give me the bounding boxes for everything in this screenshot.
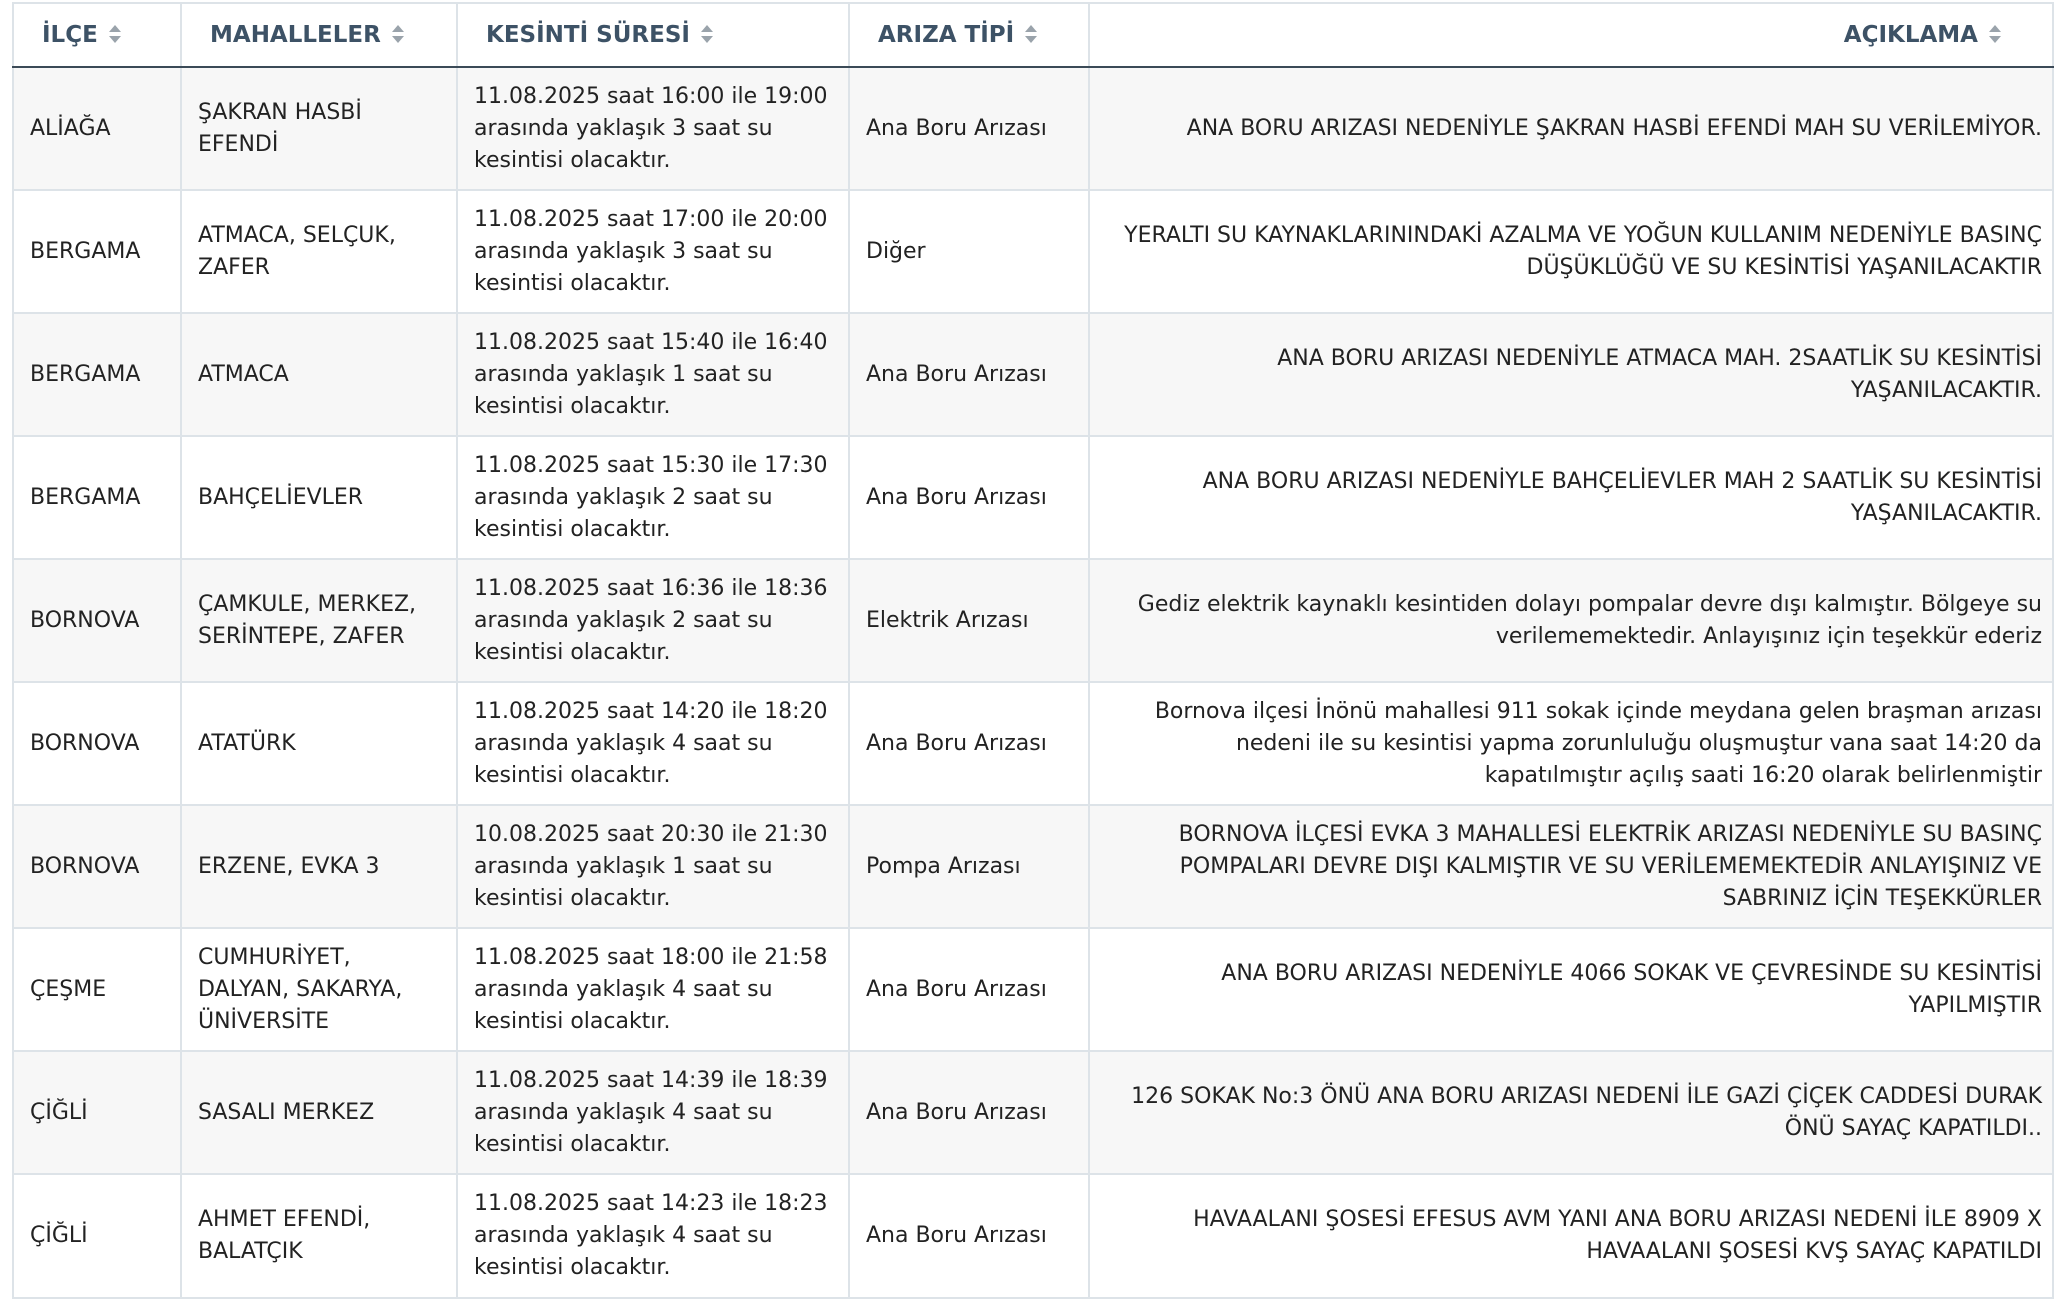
- mahalleler-cell: ATATÜRK: [181, 682, 457, 805]
- ilce-cell: ÇEŞME: [13, 928, 181, 1051]
- sort-icon[interactable]: [700, 24, 714, 44]
- sort-icon[interactable]: [1024, 24, 1038, 44]
- ariza-tipi-cell: Ana Boru Arızası: [849, 1174, 1089, 1298]
- ariza-tipi-cell: Ana Boru Arızası: [849, 1051, 1089, 1174]
- column-header-mahalleler[interactable]: [181, 3, 457, 67]
- kesinti-suresi-cell: 11.08.2025 saat 15:40 ile 16:40 arasında yaklaşık 1 saat su kesintisi olacaktır.: [457, 313, 849, 436]
- kesinti-suresi-cell: 10.08.2025 saat 20:30 ile 21:30 arasında yaklaşık 1 saat su kesintisi olacaktır.: [457, 805, 849, 928]
- ilce-cell: BORNOVA: [13, 682, 181, 805]
- sort-icon[interactable]: [391, 24, 405, 44]
- table-row: [13, 67, 2053, 190]
- kesinti-suresi-cell: 11.08.2025 saat 16:00 ile 19:00 arasında yaklaşık 3 saat su kesintisi olacaktır.: [457, 67, 849, 190]
- mahalleler-cell: ATMACA, SELÇUK, ZAFER: [181, 190, 457, 313]
- aciklama-cell: YERALTI SU KAYNAKLARININDAKİ AZALMA VE YOĞUN KULLANIM NEDENİYLE BASINÇ DÜŞÜKLÜĞÜ VE SU KESİNTİSİ YAŞANILACAKTIR: [1089, 190, 2053, 313]
- header-row: [13, 3, 2053, 67]
- aciklama-cell: ANA BORU ARIZASI NEDENİYLE 4066 SOKAK VE ÇEVRESİNDE SU KESİNTİSİ YAPILMIŞTIR: [1089, 928, 2053, 1051]
- table-row: [13, 190, 2053, 313]
- column-header-label: AÇIKLAMA: [1843, 22, 1978, 48]
- table-header: [13, 3, 2053, 67]
- ilce-cell: BERGAMA: [13, 313, 181, 436]
- table-row: [13, 1051, 2053, 1174]
- ariza-tipi-cell: Ana Boru Arızası: [849, 682, 1089, 805]
- table-row: [13, 313, 2053, 436]
- table-row: [13, 805, 2053, 928]
- aciklama-cell: ANA BORU ARIZASI NEDENİYLE ŞAKRAN HASBİ EFENDİ MAH SU VERİLEMİYOR.: [1089, 67, 2053, 190]
- table-row: [13, 1174, 2053, 1298]
- aciklama-cell: Gediz elektrik kaynaklı kesintiden dolayı pompalar devre dışı kalmıştır. Bölgeye su verilememektedir. Anlayışınız için teşekkür ederiz: [1089, 559, 2053, 682]
- kesinti-suresi-cell: 11.08.2025 saat 17:00 ile 20:00 arasında yaklaşık 3 saat su kesintisi olacaktır.: [457, 190, 849, 313]
- mahalleler-cell: ŞAKRAN HASBİ EFENDİ: [181, 67, 457, 190]
- mahalleler-cell: ÇAMKULE, MERKEZ, SERİNTEPE, ZAFER: [181, 559, 457, 682]
- column-header-label: KESİNTİ SÜRESİ: [486, 22, 690, 48]
- aciklama-cell: ANA BORU ARIZASI NEDENİYLE ATMACA MAH. 2SAATLİK SU KESİNTİSİ YAŞANILACAKTIR.: [1089, 313, 2053, 436]
- ariza-tipi-cell: Elektrik Arızası: [849, 559, 1089, 682]
- mahalleler-cell: AHMET EFENDİ, BALATÇIK: [181, 1174, 457, 1298]
- aciklama-cell: BORNOVA İLÇESİ EVKA 3 MAHALLESİ ELEKTRİK ARIZASI NEDENİYLE SU BASINÇ POMPALARI DEVRE DIŞI KALMIŞTIR VE SU VERİLEMEMEKTEDİR ANLAYIŞINIZ VE SABRINIZ İÇİN TEŞEKKÜRLER: [1089, 805, 2053, 928]
- aciklama-cell: ANA BORU ARIZASI NEDENİYLE BAHÇELİEVLER MAH 2 SAATLİK SU KESİNTİSİ YAŞANILACAKTIR.: [1089, 436, 2053, 559]
- outage-table-container: [12, 2, 2052, 1299]
- ilce-cell: ÇİĞLİ: [13, 1051, 181, 1174]
- ariza-tipi-cell: Pompa Arızası: [849, 805, 1089, 928]
- column-header-aciklama[interactable]: [1089, 3, 2053, 67]
- mahalleler-cell: CUMHURİYET, DALYAN, SAKARYA, ÜNİVERSİTE: [181, 928, 457, 1051]
- table-body: [13, 67, 2053, 1298]
- column-header-ariza-tipi[interactable]: [849, 3, 1089, 67]
- ariza-tipi-cell: Ana Boru Arızası: [849, 436, 1089, 559]
- column-header-label: ARIZA TİPİ: [878, 22, 1015, 48]
- aciklama-cell: Bornova ilçesi İnönü mahallesi 911 sokak içinde meydana gelen braşman arızası nedeni ile su kesintisi yapma zorunluluğu oluşmuştur vana saat 14:20 da kapatılmıştır açılış saati 16:20 olarak belirlenmiştir: [1089, 682, 2053, 805]
- ilce-cell: ALİAĞA: [13, 67, 181, 190]
- ilce-cell: BORNOVA: [13, 559, 181, 682]
- kesinti-suresi-cell: 11.08.2025 saat 15:30 ile 17:30 arasında yaklaşık 2 saat su kesintisi olacaktır.: [457, 436, 849, 559]
- ilce-cell: BORNOVA: [13, 805, 181, 928]
- mahalleler-cell: BAHÇELİEVLER: [181, 436, 457, 559]
- ilce-cell: BERGAMA: [13, 190, 181, 313]
- mahalleler-cell: SASALI MERKEZ: [181, 1051, 457, 1174]
- ariza-tipi-cell: Diğer: [849, 190, 1089, 313]
- mahalleler-cell: ERZENE, EVKA 3: [181, 805, 457, 928]
- ilce-cell: ÇİĞLİ: [13, 1174, 181, 1298]
- column-header-label: İLÇE: [42, 22, 98, 48]
- outage-table: [12, 2, 2054, 1299]
- table-row: [13, 682, 2053, 805]
- column-header-label: MAHALLELER: [210, 22, 381, 48]
- column-header-kesinti-suresi[interactable]: [457, 3, 849, 67]
- aciklama-cell: HAVAALANI ŞOSESİ EFESUS AVM YANI ANA BORU ARIZASI NEDENİ İLE 8909 X HAVAALANI ŞOSESİ KVŞ SAYAÇ KAPATILDI: [1089, 1174, 2053, 1298]
- table-row: [13, 436, 2053, 559]
- kesinti-suresi-cell: 11.08.2025 saat 14:39 ile 18:39 arasında yaklaşık 4 saat su kesintisi olacaktır.: [457, 1051, 849, 1174]
- table-row: [13, 559, 2053, 682]
- ariza-tipi-cell: Ana Boru Arızası: [849, 928, 1089, 1051]
- sort-icon[interactable]: [108, 24, 122, 44]
- table-row: [13, 928, 2053, 1051]
- ilce-cell: BERGAMA: [13, 436, 181, 559]
- sort-icon[interactable]: [1988, 24, 2002, 44]
- kesinti-suresi-cell: 11.08.2025 saat 16:36 ile 18:36 arasında yaklaşık 2 saat su kesintisi olacaktır.: [457, 559, 849, 682]
- kesinti-suresi-cell: 11.08.2025 saat 14:23 ile 18:23 arasında yaklaşık 4 saat su kesintisi olacaktır.: [457, 1174, 849, 1298]
- mahalleler-cell: ATMACA: [181, 313, 457, 436]
- ariza-tipi-cell: Ana Boru Arızası: [849, 313, 1089, 436]
- column-header-ilce[interactable]: [13, 3, 181, 67]
- kesinti-suresi-cell: 11.08.2025 saat 18:00 ile 21:58 arasında yaklaşık 4 saat su kesintisi olacaktır.: [457, 928, 849, 1051]
- aciklama-cell: 126 SOKAK No:3 ÖNÜ ANA BORU ARIZASI NEDENİ İLE GAZİ ÇİÇEK CADDESİ DURAK ÖNÜ SAYAÇ KAPATILDI..: [1089, 1051, 2053, 1174]
- ariza-tipi-cell: Ana Boru Arızası: [849, 67, 1089, 190]
- kesinti-suresi-cell: 11.08.2025 saat 14:20 ile 18:20 arasında yaklaşık 4 saat su kesintisi olacaktır.: [457, 682, 849, 805]
